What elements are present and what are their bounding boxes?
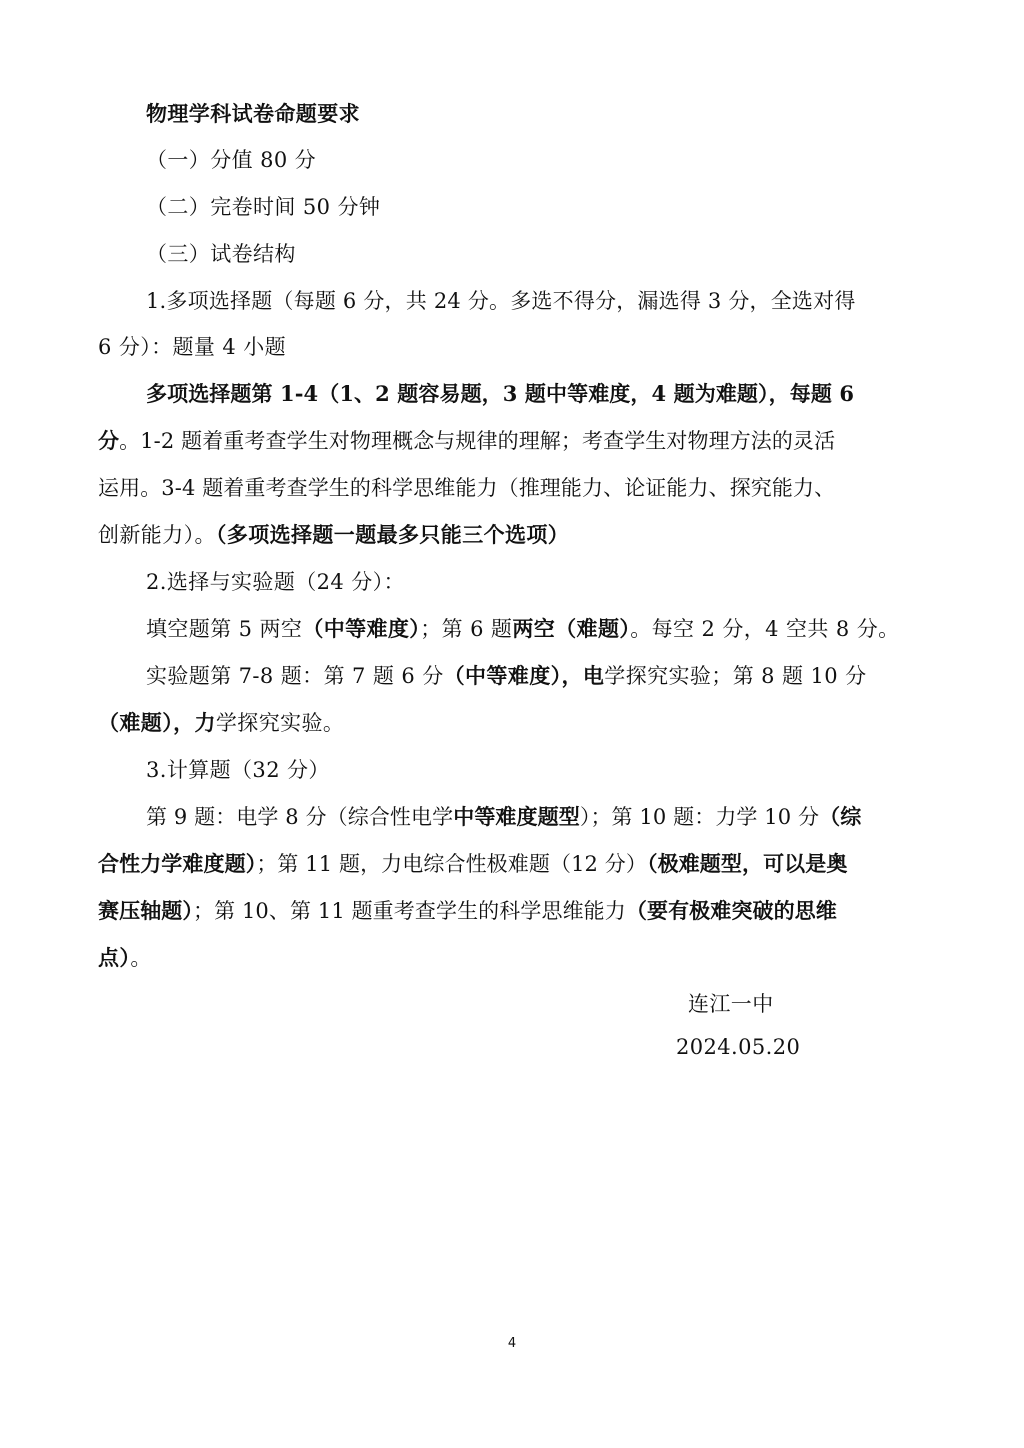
calc-bold-point: 点）: [98, 945, 131, 970]
fill-text-c: ；第 6 题: [420, 617, 513, 641]
part1-line2: 6 分）：题量 4 小题: [98, 335, 287, 359]
exp-text-c: 学探究实验；第 8 题 10 分: [604, 664, 867, 688]
exp-text-a: 实验题第 7-8 题：第 7 题 6 分: [146, 664, 444, 688]
signature-school: 连江一中: [688, 992, 774, 1016]
part1-note: （多项选择题一题最多只能三个选项）: [215, 522, 570, 547]
part3-line2: [98, 849, 847, 879]
part2-heading: 2.选择与实验题（24 分）：: [146, 570, 405, 594]
fill-text-a: 填空题第 5 两空: [146, 617, 303, 641]
section-score: （一）分值 80 分: [146, 148, 317, 172]
part1-para2-line3: 运用。3-4 题着重考查学生的科学思维能力（推理能力、论证能力、探究能力、: [98, 476, 836, 500]
calc-bold-breakthrough: （要有极难突破的思维: [625, 898, 837, 923]
part1-line1: 1.多项选择题（每题 6 分，共 24 分。多选不得分，漏选得 3 分，全选对得: [146, 289, 856, 313]
calc-text-q11: ；第 11 题，力电综合性极难题（12 分）: [256, 852, 647, 876]
calc-text-thinking: ；第 10、第 11 题重考查学生的科学思维能力: [193, 899, 626, 923]
exp-difficulty-hard: （难题），力: [98, 710, 216, 735]
part2-experiment-line2: [98, 708, 344, 738]
fill-text-e: 。每空 2 分，4 空共 8 分。: [630, 617, 900, 641]
part1-para2-line4: [98, 520, 569, 550]
calc-medium-type: 中等难度题型: [453, 804, 580, 829]
exp-text-end: 学探究实验。: [215, 711, 345, 735]
part1-para2-line4-text: 创新能力）。: [98, 523, 216, 547]
part1-para2-line2: [98, 426, 835, 456]
page-title: 物理学科试卷命题要求: [146, 101, 360, 126]
signature-date: 2024.05.20: [676, 1035, 801, 1059]
part1-para2-bold-fen: 分: [98, 428, 120, 453]
part2-experiment-line1: [146, 661, 866, 691]
calc-bold-olympiad: 赛压轴题）: [98, 898, 193, 923]
part1-para2-line1: 多项选择题第 1-4（1、2 题容易题，3 题中等难度，4 题为难题），每题 6: [146, 381, 855, 406]
fill-difficulty-medium: （中等难度）: [302, 616, 421, 641]
part3-line3: [98, 896, 837, 926]
calc-period: 。: [130, 946, 152, 970]
part3-line1: [146, 802, 861, 832]
calc-bold-mechanics: 合性力学难度题）: [98, 851, 257, 876]
section-time: （二）完卷时间 50 分钟: [146, 195, 381, 219]
part2-fill-line: [146, 614, 900, 644]
calc-bold-d: （综: [819, 804, 862, 829]
part3-heading: 3.计算题（32 分）: [146, 758, 330, 782]
part1-para2-text: 。1-2 题着重考查学生对物理概念与规律的理解；考查学生对物理方法的灵活: [119, 429, 836, 453]
fill-difficulty-hard: 两空（难题）: [512, 616, 631, 641]
page-number: 4: [507, 1336, 517, 1351]
calc-text-a: 第 9 题：电学 8 分（综合性电学: [146, 805, 454, 829]
calc-bold-extreme: （极难题型，可以是奥: [646, 851, 848, 876]
exp-difficulty-medium: （中等难度），电: [443, 663, 605, 688]
calc-text-c: ）；第 10 题：力学 10 分: [579, 805, 820, 829]
section-structure: （三）试卷结构: [146, 242, 296, 266]
part3-line4: [98, 943, 152, 973]
